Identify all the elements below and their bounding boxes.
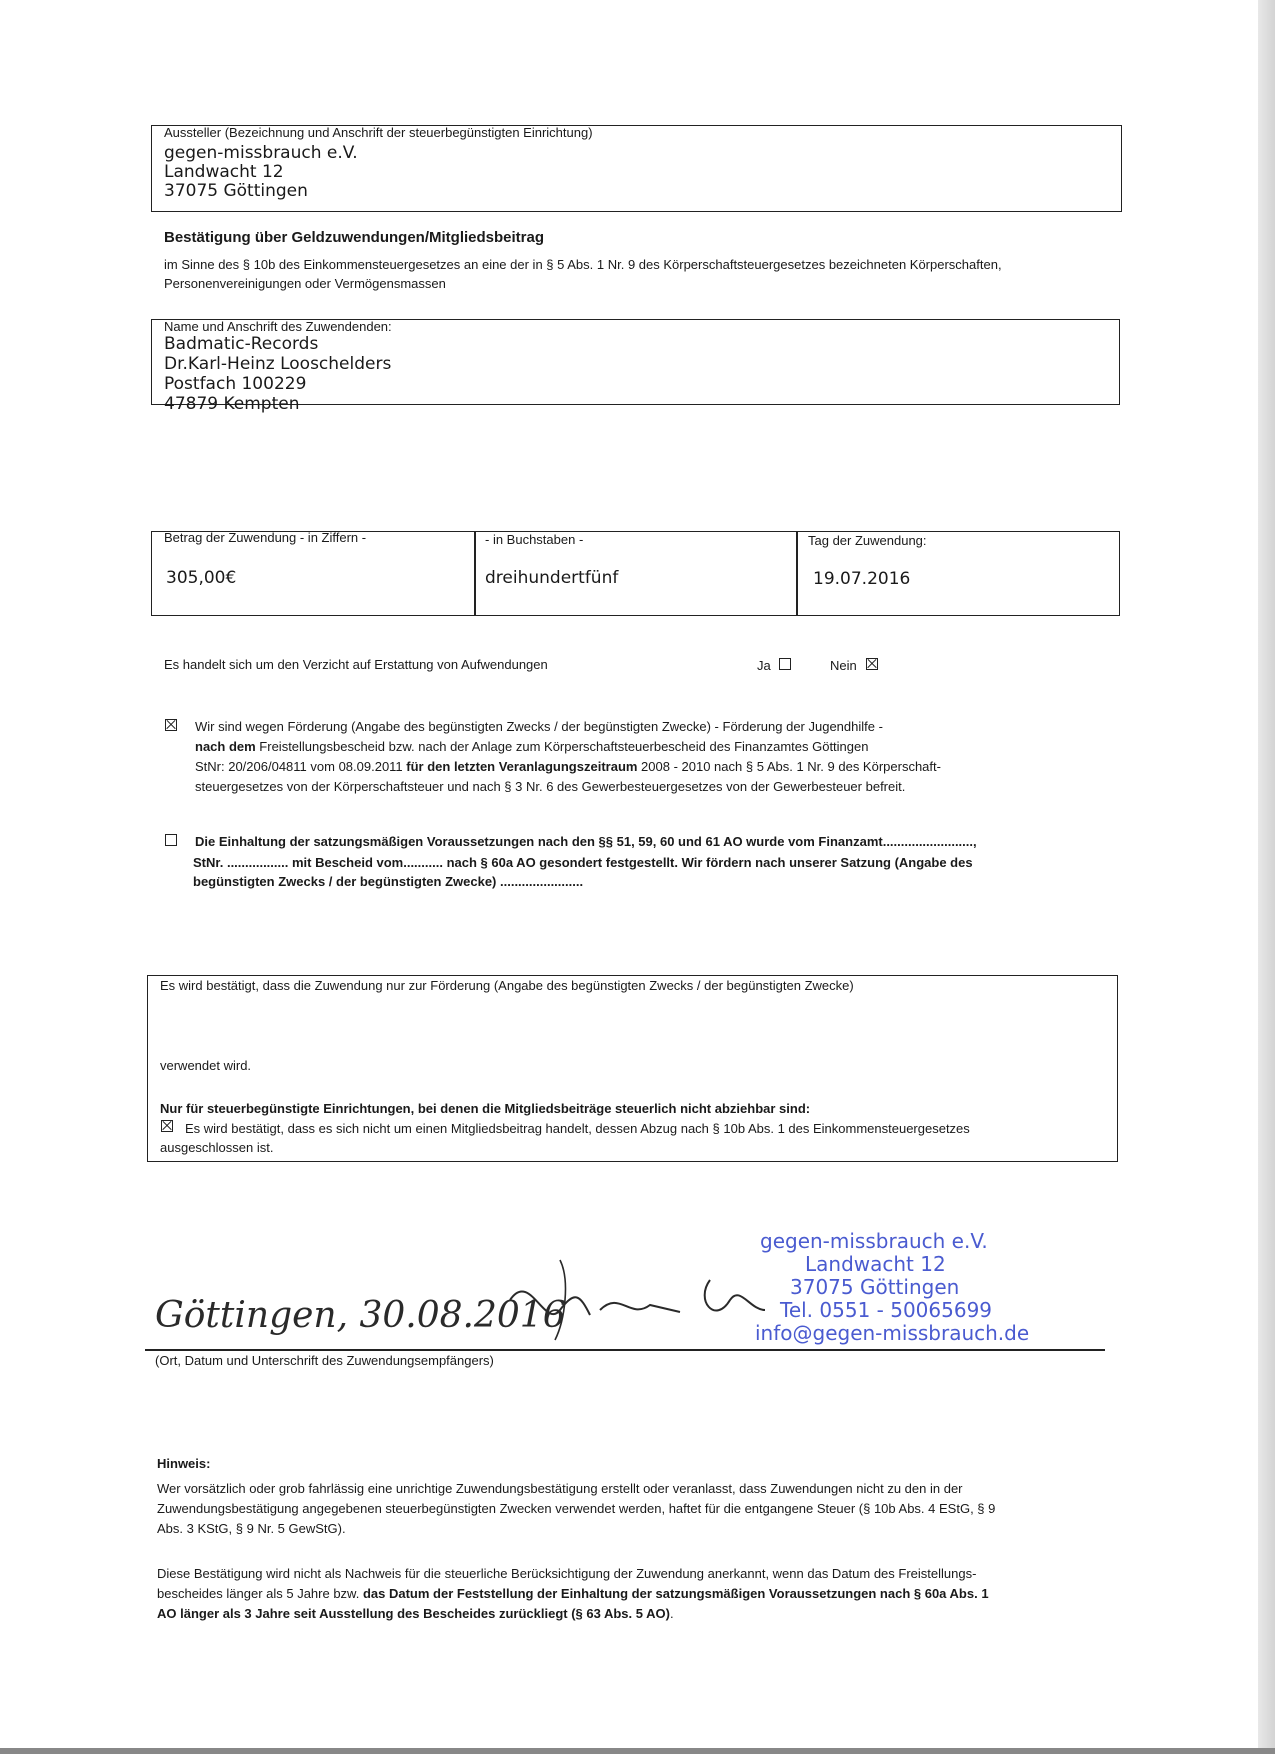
- signature-caption: (Ort, Datum und Unterschrift des Zuwendungsempfängers): [155, 1353, 494, 1368]
- aussteller-street: Landwacht 12: [164, 162, 284, 182]
- verzicht-ja-label: Ja: [757, 658, 771, 673]
- hinweis-p2-line-3-end: .: [669, 1606, 674, 1621]
- verzicht-nein-checkbox[interactable]: [866, 658, 878, 670]
- foerderung-line-1: Wir sind wegen Förderung (Angabe des begünstigten Zwecks / der begünstigten Zwecke) - Förderung der Jugendhilfe -: [195, 719, 883, 734]
- verwendet-wird: verwendet wird.: [160, 1058, 252, 1073]
- foerderung-checkbox[interactable]: [165, 719, 177, 731]
- verzicht-text: Es handelt sich um den Verzicht auf Erstattung von Aufwendungen: [164, 657, 548, 672]
- stamp-line-5: info@gegen-missbrauch.de: [755, 1321, 1030, 1345]
- mitglied-heading: Nur für steuerbegünstigte Einrichtungen, bei denen die Mitgliedsbeiträge steuerlich nicht abziehbar sind:: [160, 1101, 811, 1116]
- betrag-label-ziffern: Betrag der Zuwendung - in Ziffern -: [164, 530, 367, 545]
- zuwendender-label: Name und Anschrift des Zuwendenden:: [164, 319, 392, 334]
- aussteller-name: gegen-missbrauch e.V.: [164, 143, 358, 163]
- foerderung-line-2-bold: nach dem: [195, 739, 256, 754]
- foerderung-line-4: steuergesetzes von der Körperschaftsteuer und nach § 3 Nr. 6 des Gewerbesteuergesetzes von der Gewerbesteuer befreit.: [195, 779, 906, 794]
- satzung-line-3: begünstigten Zwecks / der begünstigten Zwecke) .......................: [193, 874, 584, 889]
- zuwendender-line-4: 47879 Kempten: [164, 394, 300, 414]
- scan-edge-bottom: [0, 1748, 1275, 1754]
- hinweis-p1-line-2: Zuwendungsbestätigung angegebenen steuerbegünstigten Zwecken verwendet werden, haftet für die entgangene Steuer (§ 10b Abs. 4 EStG, § 9: [157, 1501, 996, 1516]
- handwritten-signature: [150, 1240, 800, 1350]
- zuwendender-line-2: Dr.Karl-Heinz Looschelders: [164, 354, 392, 374]
- hinweis-p2-line-2: [157, 1585, 989, 1602]
- aussteller-label: Aussteller (Bezeichnung und Anschrift der steuerbegünstigten Einrichtung): [164, 125, 593, 140]
- document-title: Bestätigung über Geldzuwendungen/Mitgliedsbeitrag: [164, 229, 545, 246]
- betrag-ziffern: 305,00€: [166, 568, 237, 588]
- hinweis-p2-line-3: [157, 1605, 674, 1622]
- hinweis-p2-line-2-a: bescheides länger als 5 Jahre bzw.: [157, 1586, 363, 1601]
- foerderung-line-2-rest: Freistellungsbescheid bzw. nach der Anlage zum Körperschaftsteuerbescheid des Finanzamtes Göttingen: [255, 739, 869, 754]
- mitglied-checkbox[interactable]: [161, 1120, 173, 1132]
- betrag-buchstaben: dreihundertfünf: [485, 568, 619, 588]
- satzung-line-1: Die Einhaltung der satzungsmäßigen Voraussetzungen nach den §§ 51, 59, 60 und 61 AO wurde vom Finanzamt.........................,: [195, 834, 977, 849]
- foerderung-line-3-a: StNr: 20/206/04811 vom 08.09.2011: [195, 759, 407, 774]
- hinweis-heading: Hinweis:: [157, 1456, 211, 1471]
- satzung-checkbox[interactable]: [165, 834, 177, 846]
- stamp-line-3: 37075 Göttingen: [790, 1275, 960, 1299]
- hinweis-p2-line-2-bold: das Datum der Feststellung der Einhaltung der satzungsmäßigen Voraussetzungen nach § 60a Abs. 1: [362, 1586, 989, 1601]
- hinweis-p1-line-3: Abs. 3 KStG, § 9 Nr. 5 GewStG).: [157, 1521, 346, 1536]
- betrag-label-tag: Tag der Zuwendung:: [808, 533, 927, 548]
- betrag-label-buchstaben: - in Buchstaben -: [485, 532, 584, 547]
- stamp-line-4: Tel. 0551 - 50065699: [780, 1298, 993, 1322]
- verwendung-text: Es wird bestätigt, dass die Zuwendung nur zur Förderung (Angabe des begünstigten Zwecks / der begünstigten Zwecke): [160, 978, 854, 993]
- foerderung-line-3: [195, 758, 941, 775]
- stamp-line-2: Landwacht 12: [805, 1252, 946, 1276]
- hinweis-p1-line-1: Wer vorsätzlich oder grob fahrlässig eine unrichtige Zuwendungsbestätigung erstellt oder veranlasst, dass Zuwendungen nicht zu den in der: [157, 1481, 963, 1496]
- scan-edge-right: [1258, 0, 1275, 1754]
- zuwendender-line-1: Badmatic-Records: [164, 334, 319, 354]
- betrag-divider-1: [474, 531, 476, 616]
- verzicht-ja-checkbox[interactable]: [779, 658, 791, 670]
- mitglied-line-1: Es wird bestätigt, dass es sich nicht um einen Mitgliedsbeitrag handelt, dessen Abzug nach § 10b Abs. 1 des Einkommensteuergesetzes: [185, 1121, 970, 1136]
- document-subtitle-2: Personenvereinigungen oder Vermögensmassen: [164, 276, 446, 291]
- stamp-line-1: gegen-missbrauch e.V.: [760, 1229, 988, 1253]
- betrag-tag: 19.07.2016: [813, 569, 911, 589]
- hinweis-p2-line-1: Diese Bestätigung wird nicht als Nachweis für die steuerliche Berücksichtigung der Zuwendung anerkannt, wenn das Datum des Freistellungs-: [157, 1566, 977, 1581]
- betrag-divider-2: [796, 531, 798, 616]
- organization-stamp: [755, 1230, 1029, 1345]
- foerderung-line-2: [195, 738, 868, 755]
- foerderung-line-3-b: 2008 - 2010 nach § 5 Abs. 1 Nr. 9 des Körperschaft-: [637, 759, 941, 774]
- hinweis-p2-line-3-bold: AO länger als 3 Jahre seit Ausstellung des Bescheides zurückliegt (§ 63 Abs. 5 AO): [157, 1606, 670, 1621]
- document-subtitle-1: im Sinne des § 10b des Einkommensteuergesetzes an eine der in § 5 Abs. 1 Nr. 9 des Körperschaftsteuergesetzes bezeichneten Körperschaften,: [164, 257, 1002, 272]
- foerderung-line-3-bold: für den letzten Veranlagungszeitraum: [406, 759, 638, 774]
- handwritten-place-date: Göttingen, 30.08.2016: [155, 1295, 566, 1336]
- satzung-line-2: StNr. ................. mit Bescheid vom........... nach § 60a AO gesondert festgestellt. Wir fördern nach unserer Satzung (Angabe des: [193, 855, 973, 870]
- aussteller-city: 37075 Göttingen: [164, 181, 308, 201]
- zuwendender-line-3: Postfach 100229: [164, 374, 307, 394]
- verzicht-nein-label: Nein: [830, 658, 857, 673]
- signature-line: [145, 1349, 1105, 1351]
- mitglied-line-2: ausgeschlossen ist.: [160, 1140, 274, 1155]
